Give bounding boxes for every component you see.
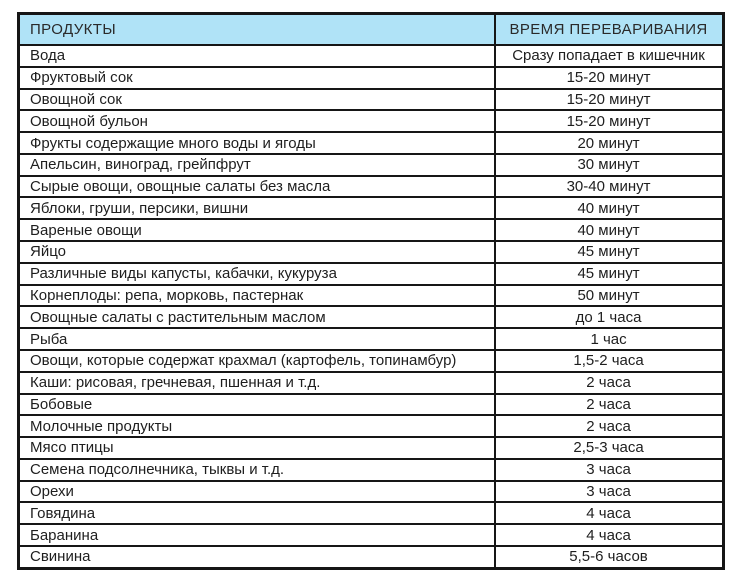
product-cell: Корнеплоды: репа, морковь, пастернак — [19, 285, 496, 307]
table-row — [19, 502, 724, 524]
product-cell: Орехи — [19, 481, 496, 503]
digestion-time-cell: 45 минут — [495, 241, 723, 263]
digestion-time-cell: 2 часа — [495, 394, 723, 416]
table-row — [19, 110, 724, 132]
table-row — [19, 415, 724, 437]
digestion-time-cell: 20 минут — [495, 132, 723, 154]
digestion-time-cell: 5,5-6 часов — [495, 546, 723, 569]
product-cell: Яйцо — [19, 241, 496, 263]
table-row — [19, 154, 724, 176]
digestion-time-cell: 4 часа — [495, 524, 723, 546]
digestion-time-cell: 40 минут — [495, 219, 723, 241]
header-digestion-time: ВРЕМЯ ПЕРЕВАРИВАНИЯ — [495, 14, 723, 46]
digestion-time-cell: 2 часа — [495, 372, 723, 394]
product-cell: Свинина — [19, 546, 496, 569]
table-row — [19, 241, 724, 263]
product-cell: Овощной бульон — [19, 110, 496, 132]
digestion-time-cell: 3 часа — [495, 481, 723, 503]
table-row — [19, 524, 724, 546]
digestion-time-table — [17, 12, 725, 570]
product-cell: Молочные продукты — [19, 415, 496, 437]
table-row — [19, 437, 724, 459]
product-cell: Семена подсолнечника, тыквы и т.д. — [19, 459, 496, 481]
product-cell: Каши: рисовая, гречневая, пшенная и т.д. — [19, 372, 496, 394]
product-cell: Вода — [19, 45, 496, 67]
digestion-time-cell: 4 часа — [495, 502, 723, 524]
digestion-time-cell: 40 минут — [495, 197, 723, 219]
digestion-time-cell: 45 минут — [495, 263, 723, 285]
digestion-time-cell: 2,5-3 часа — [495, 437, 723, 459]
table-row — [19, 219, 724, 241]
table-row — [19, 45, 724, 67]
table-row — [19, 372, 724, 394]
table-row — [19, 176, 724, 198]
product-cell: Овощной сок — [19, 89, 496, 111]
digestion-time-cell: до 1 часа — [495, 306, 723, 328]
digestion-time-cell: 1,5-2 часа — [495, 350, 723, 372]
table-row — [19, 481, 724, 503]
product-cell: Яблоки, груши, персики, вишни — [19, 197, 496, 219]
product-cell: Бобовые — [19, 394, 496, 416]
product-cell: Сырые овощи, овощные салаты без масла — [19, 176, 496, 198]
table-row — [19, 89, 724, 111]
digestion-time-cell: 15-20 минут — [495, 67, 723, 89]
digestion-time-table-container — [17, 12, 725, 570]
digestion-time-cell: 15-20 минут — [495, 110, 723, 132]
table-row — [19, 459, 724, 481]
digestion-time-cell: 3 часа — [495, 459, 723, 481]
table-row — [19, 546, 724, 569]
product-cell: Фрукты содержащие много воды и ягоды — [19, 132, 496, 154]
table-row — [19, 306, 724, 328]
product-cell: Различные виды капусты, кабачки, кукуруза — [19, 263, 496, 285]
table-row — [19, 197, 724, 219]
product-cell: Овощи, которые содержат крахмал (картофель, топинамбур) — [19, 350, 496, 372]
digestion-time-cell: 15-20 минут — [495, 89, 723, 111]
table-row — [19, 263, 724, 285]
header-products: ПРОДУКТЫ — [19, 14, 496, 46]
table-row — [19, 67, 724, 89]
header-row — [19, 14, 724, 46]
digestion-time-cell: 50 минут — [495, 285, 723, 307]
product-cell: Фруктовый сок — [19, 67, 496, 89]
digestion-time-cell: 2 часа — [495, 415, 723, 437]
product-cell: Баранина — [19, 524, 496, 546]
digestion-time-cell: Сразу попадает в кишечник — [495, 45, 723, 67]
product-cell: Говядина — [19, 502, 496, 524]
table-row — [19, 132, 724, 154]
digestion-time-cell: 30 минут — [495, 154, 723, 176]
table-row — [19, 394, 724, 416]
table-row — [19, 328, 724, 350]
product-cell: Овощные салаты с растительным маслом — [19, 306, 496, 328]
product-cell: Вареные овощи — [19, 219, 496, 241]
product-cell: Мясо птицы — [19, 437, 496, 459]
product-cell: Апельсин, виноград, грейпфрут — [19, 154, 496, 176]
product-cell: Рыба — [19, 328, 496, 350]
digestion-time-cell: 30-40 минут — [495, 176, 723, 198]
table-row — [19, 285, 724, 307]
table-row — [19, 350, 724, 372]
digestion-time-cell: 1 час — [495, 328, 723, 350]
